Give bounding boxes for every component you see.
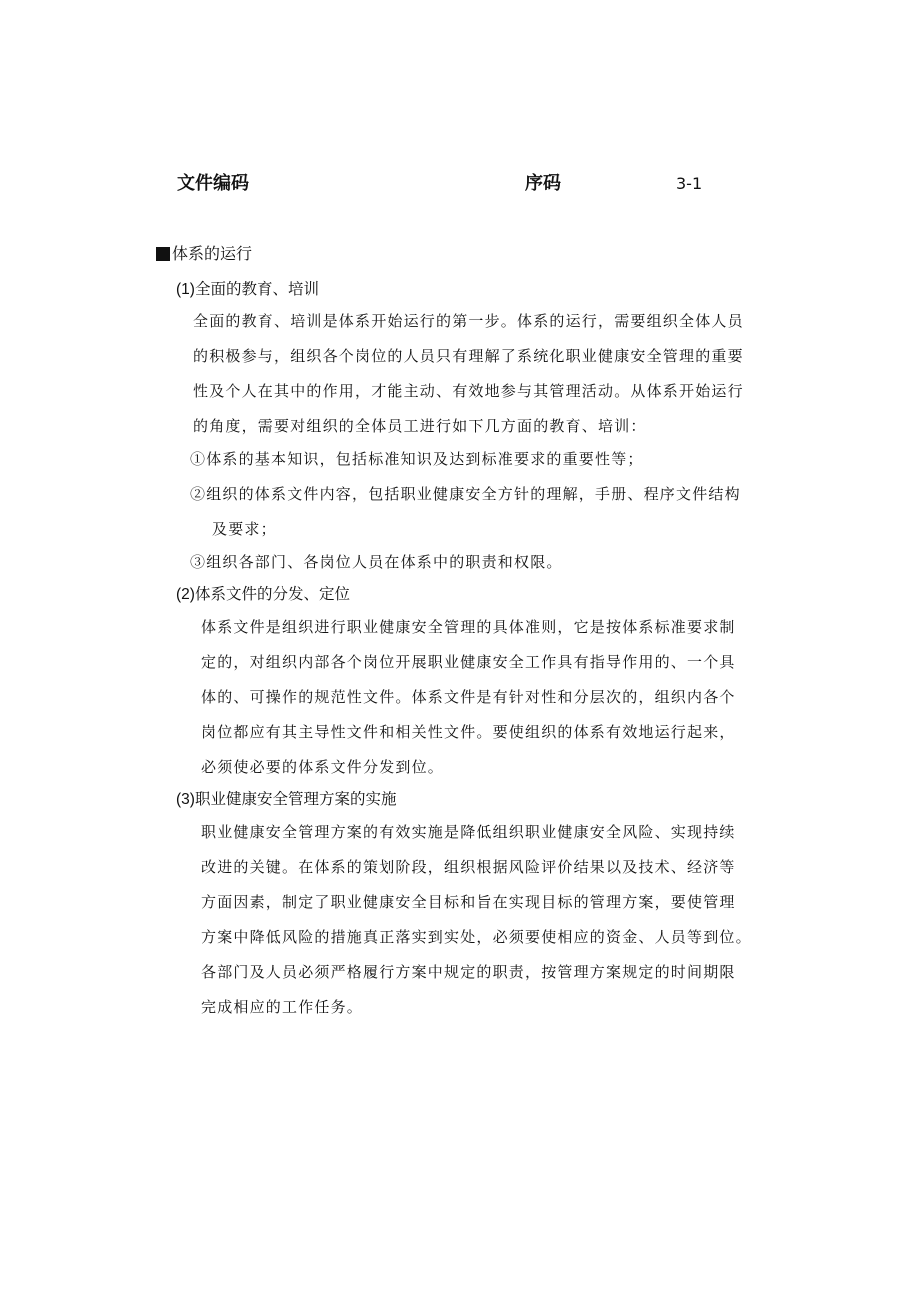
- paragraph-line: 岗位都应有其主导性文件和相关性文件。要使组织的体系有效地运行起来，: [201, 723, 736, 741]
- subsection-1-paragraph: [193, 304, 744, 444]
- sequence-label: 序码: [525, 173, 561, 194]
- paragraph-line: 的角度，需要对组织的全体员工进行如下几方面的教育、培训：: [193, 417, 647, 435]
- list-item: [190, 545, 563, 580]
- subsection-number: (3): [176, 791, 195, 808]
- section-title: [156, 242, 252, 266]
- paragraph-line: 各部门及人员必须严格履行方案中规定的职责，按管理方案规定的时间期限: [201, 963, 736, 981]
- paragraph-line: 定的，对组织内部各个岗位开展职业健康安全工作具有指导作用的、一个具: [201, 653, 736, 671]
- subsection-1-heading: [176, 277, 319, 302]
- paragraph-line: 改进的关键。在体系的策划阶段，组织根据风险评价结果以及技术、经济等: [201, 858, 736, 876]
- subsection-title: 职业健康安全管理方案的实施: [194, 790, 397, 808]
- list-item: [190, 442, 644, 477]
- paragraph-line: 方案中降低风险的措施真正落实到实处，必须要使相应的资金、人员等到位。: [201, 928, 752, 946]
- paragraph-line: 体的、可操作的规范性文件。体系文件是有针对性和分层次的，组织内各个: [201, 688, 736, 706]
- list-item-line: ①体系的基本知识，包括标准知识及达到标准要求的重要性等；: [190, 450, 644, 468]
- subsection-2-paragraph: [201, 610, 736, 785]
- paragraph-line: 性及个人在其中的作用，才能主动、有效地参与其管理活动。从体系开始运行: [193, 382, 744, 400]
- paragraph-line: 职业健康安全管理方案的有效实施是降低组织职业健康安全风险、实现持续: [201, 823, 736, 841]
- subsection-2-heading: [176, 582, 350, 607]
- paragraph-line: 的积极参与，组织各个岗位的人员只有理解了系统化职业健康安全管理的重要: [193, 347, 744, 365]
- list-item-line: ②组织的体系文件内容，包括职业健康安全方针的理解，手册、程序文件结构: [190, 485, 741, 503]
- subsection-3-paragraph: [201, 815, 752, 1025]
- subsection-title: 全面的教育、培训: [194, 280, 319, 298]
- subsection-3-heading: [176, 787, 396, 812]
- paragraph-line: 方面因素，制定了职业健康安全目标和旨在实现目标的管理方案，要使管理: [201, 893, 736, 911]
- paragraph-line: 体系文件是组织进行职业健康安全管理的具体准则，它是按体系标准要求制: [201, 618, 736, 636]
- subsection-number: (2): [176, 586, 195, 603]
- black-square-bullet-icon: [156, 247, 170, 261]
- paragraph-line: 必须使必要的体系文件分发到位。: [201, 758, 445, 776]
- paragraph-line: 全面的教育、培训是体系开始运行的第一步。体系的运行，需要组织全体人员: [193, 312, 744, 330]
- list-item: [190, 477, 741, 547]
- section-title-text: 体系的运行: [172, 244, 253, 263]
- sequence-value: 3-1: [676, 174, 703, 193]
- paragraph-line: 完成相应的工作任务。: [201, 998, 364, 1016]
- list-item-line: ③组织各部门、各岗位人员在体系中的职责和权限。: [190, 553, 563, 571]
- file-code-label: 文件编码: [177, 173, 249, 194]
- subsection-number: (1): [176, 281, 195, 298]
- list-item-line: 及要求；: [212, 520, 277, 538]
- subsection-title: 体系文件的分发、定位: [194, 585, 350, 603]
